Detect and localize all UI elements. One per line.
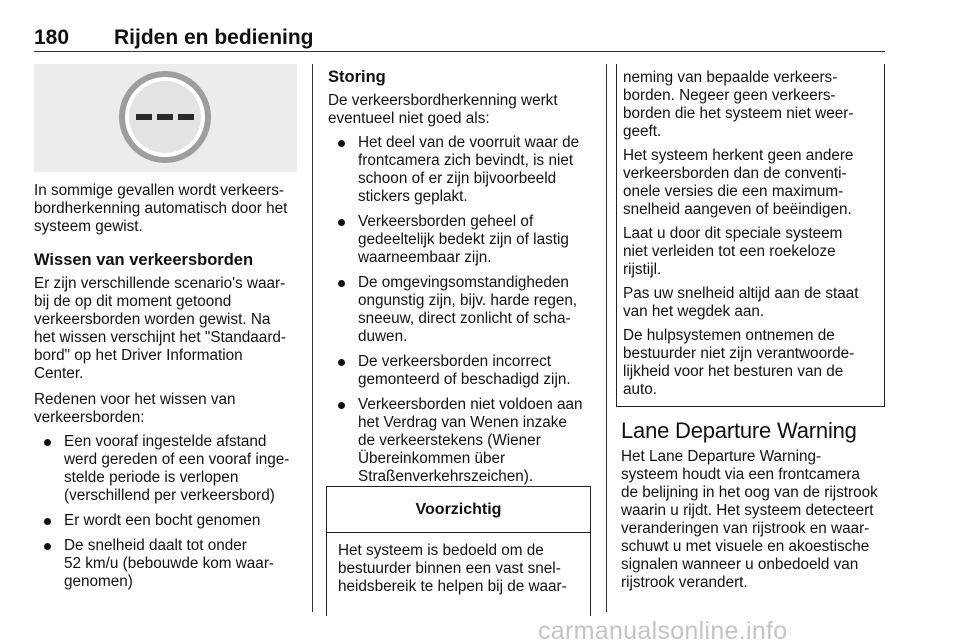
bullet-icon — [338, 140, 345, 147]
bullet-icon — [338, 359, 345, 366]
column-divider-left — [312, 64, 313, 612]
caution-box-continued — [616, 64, 885, 407]
caution-text: Het systeem is bedoeld om de bestuurder binnen een vast snel- heidsbereik te helpen bij de waar- — [338, 542, 567, 595]
column-left — [34, 182, 304, 598]
section-heading-lane-departure: Lane Departure Warning — [621, 418, 857, 443]
caution-title: Voorzichtig — [327, 487, 590, 533]
bullet-icon — [338, 219, 345, 226]
section-heading-wissen: Wissen van verkeersborden — [34, 251, 254, 269]
list-item: Verkeersborden niet voldoen aan het Verdrag van Wenen inzake de verkeerstekens (Wiener Übereinkommen über Straßenverkehrszeichen). — [328, 396, 600, 486]
chapter-title: Rijden en bediening — [114, 26, 314, 49]
malfunction-list — [328, 134, 600, 486]
end-of-restrictions-traffic-sign-icon — [34, 64, 297, 172]
column-divider-right — [606, 64, 607, 612]
page-number: 180 — [34, 26, 70, 49]
intro-paragraph: In sommige gevallen wordt verkeers- bordherkenning automatisch door het systeem gewist. — [34, 182, 288, 235]
bullet-icon — [44, 543, 51, 550]
list-item: De verkeersborden incorrect gemonteerd of beschadigd zijn. — [328, 353, 600, 389]
reasons-list — [34, 433, 304, 591]
list-item: De omgevingsomstandigheden ongunstig zijn, bijv. harde regen, sneeuw, direct zonlicht of scha- duwen. — [328, 274, 600, 346]
column-middle — [328, 67, 600, 493]
reasons-paragraph: Redenen voor het wissen van verkeersborden: — [34, 391, 236, 426]
caution-box — [326, 486, 591, 616]
list-item: Er wordt een bocht genomen — [34, 512, 304, 530]
list-item: Verkeersborden geheel of gedeeltelijk bedekt zijn of lastig waarneembaar zijn. — [328, 213, 600, 267]
section-heading-storing: Storing — [328, 68, 386, 86]
list-item: De snelheid daalt tot onder 52 km/u (bebouwde kom waar- genomen) — [34, 537, 304, 591]
list-item: Het deel van de voorruit waar de frontcamera zich bevindt, is niet schoon of er zijn bijvoorbeeld stickers geplakt. — [328, 134, 600, 206]
bullet-icon — [44, 518, 51, 525]
bullet-icon — [338, 402, 345, 409]
column-right — [621, 418, 891, 600]
lane-departure-paragraph: Het Lane Departure Warning- systeem houdt via een frontcamera de belijning in het oog van de rijstrook waarin u rijdt. Het systeem detecteert veranderingen van rijstrook en waar- schuwt u met visuele en akoestische signalen wanneer u onbedoeld van rijstrook verandert. — [621, 448, 878, 591]
watermark: carmanualsonline.info — [538, 617, 788, 642]
storing-intro: De verkeersbordherkenning werkt eventueel niet goed als: — [328, 92, 558, 127]
list-item: Een vooraf ingestelde afstand werd gereden of een vooraf inge- stelde periode is verlopen (verschillend per verkeersbord) — [34, 433, 304, 505]
bullet-icon — [44, 439, 51, 446]
caution-continued-text: neming van bepaalde verkeers- borden. Negeer geen verkeers- borden die het systeem niet weer- geeft. Het systeem herkent geen andere verkeersborden dan de conventi- onele versies die een maximum- snelheid aangeven of beëindigen. Laat u door dit speciale systeem niet verleiden tot een roekeloze rijstijl. Pas uw snelheid altijd aan de staat van het wegdek aan. De hulpsystemen ontnemen de bestuurder niet zijn verantwoorde- lijkheid voor het besturen van de auto. — [623, 69, 859, 398]
page-header — [34, 26, 885, 52]
traffic-sign-figure — [34, 64, 297, 172]
clearing-paragraph: Er zijn verschillende scenario's waar- bij de op dit moment getoond verkeersborden worden gewist. Na het wissen verschijnt het "Standaard- bord" op het Driver Information Center. — [34, 275, 287, 382]
bullet-icon — [338, 280, 345, 287]
